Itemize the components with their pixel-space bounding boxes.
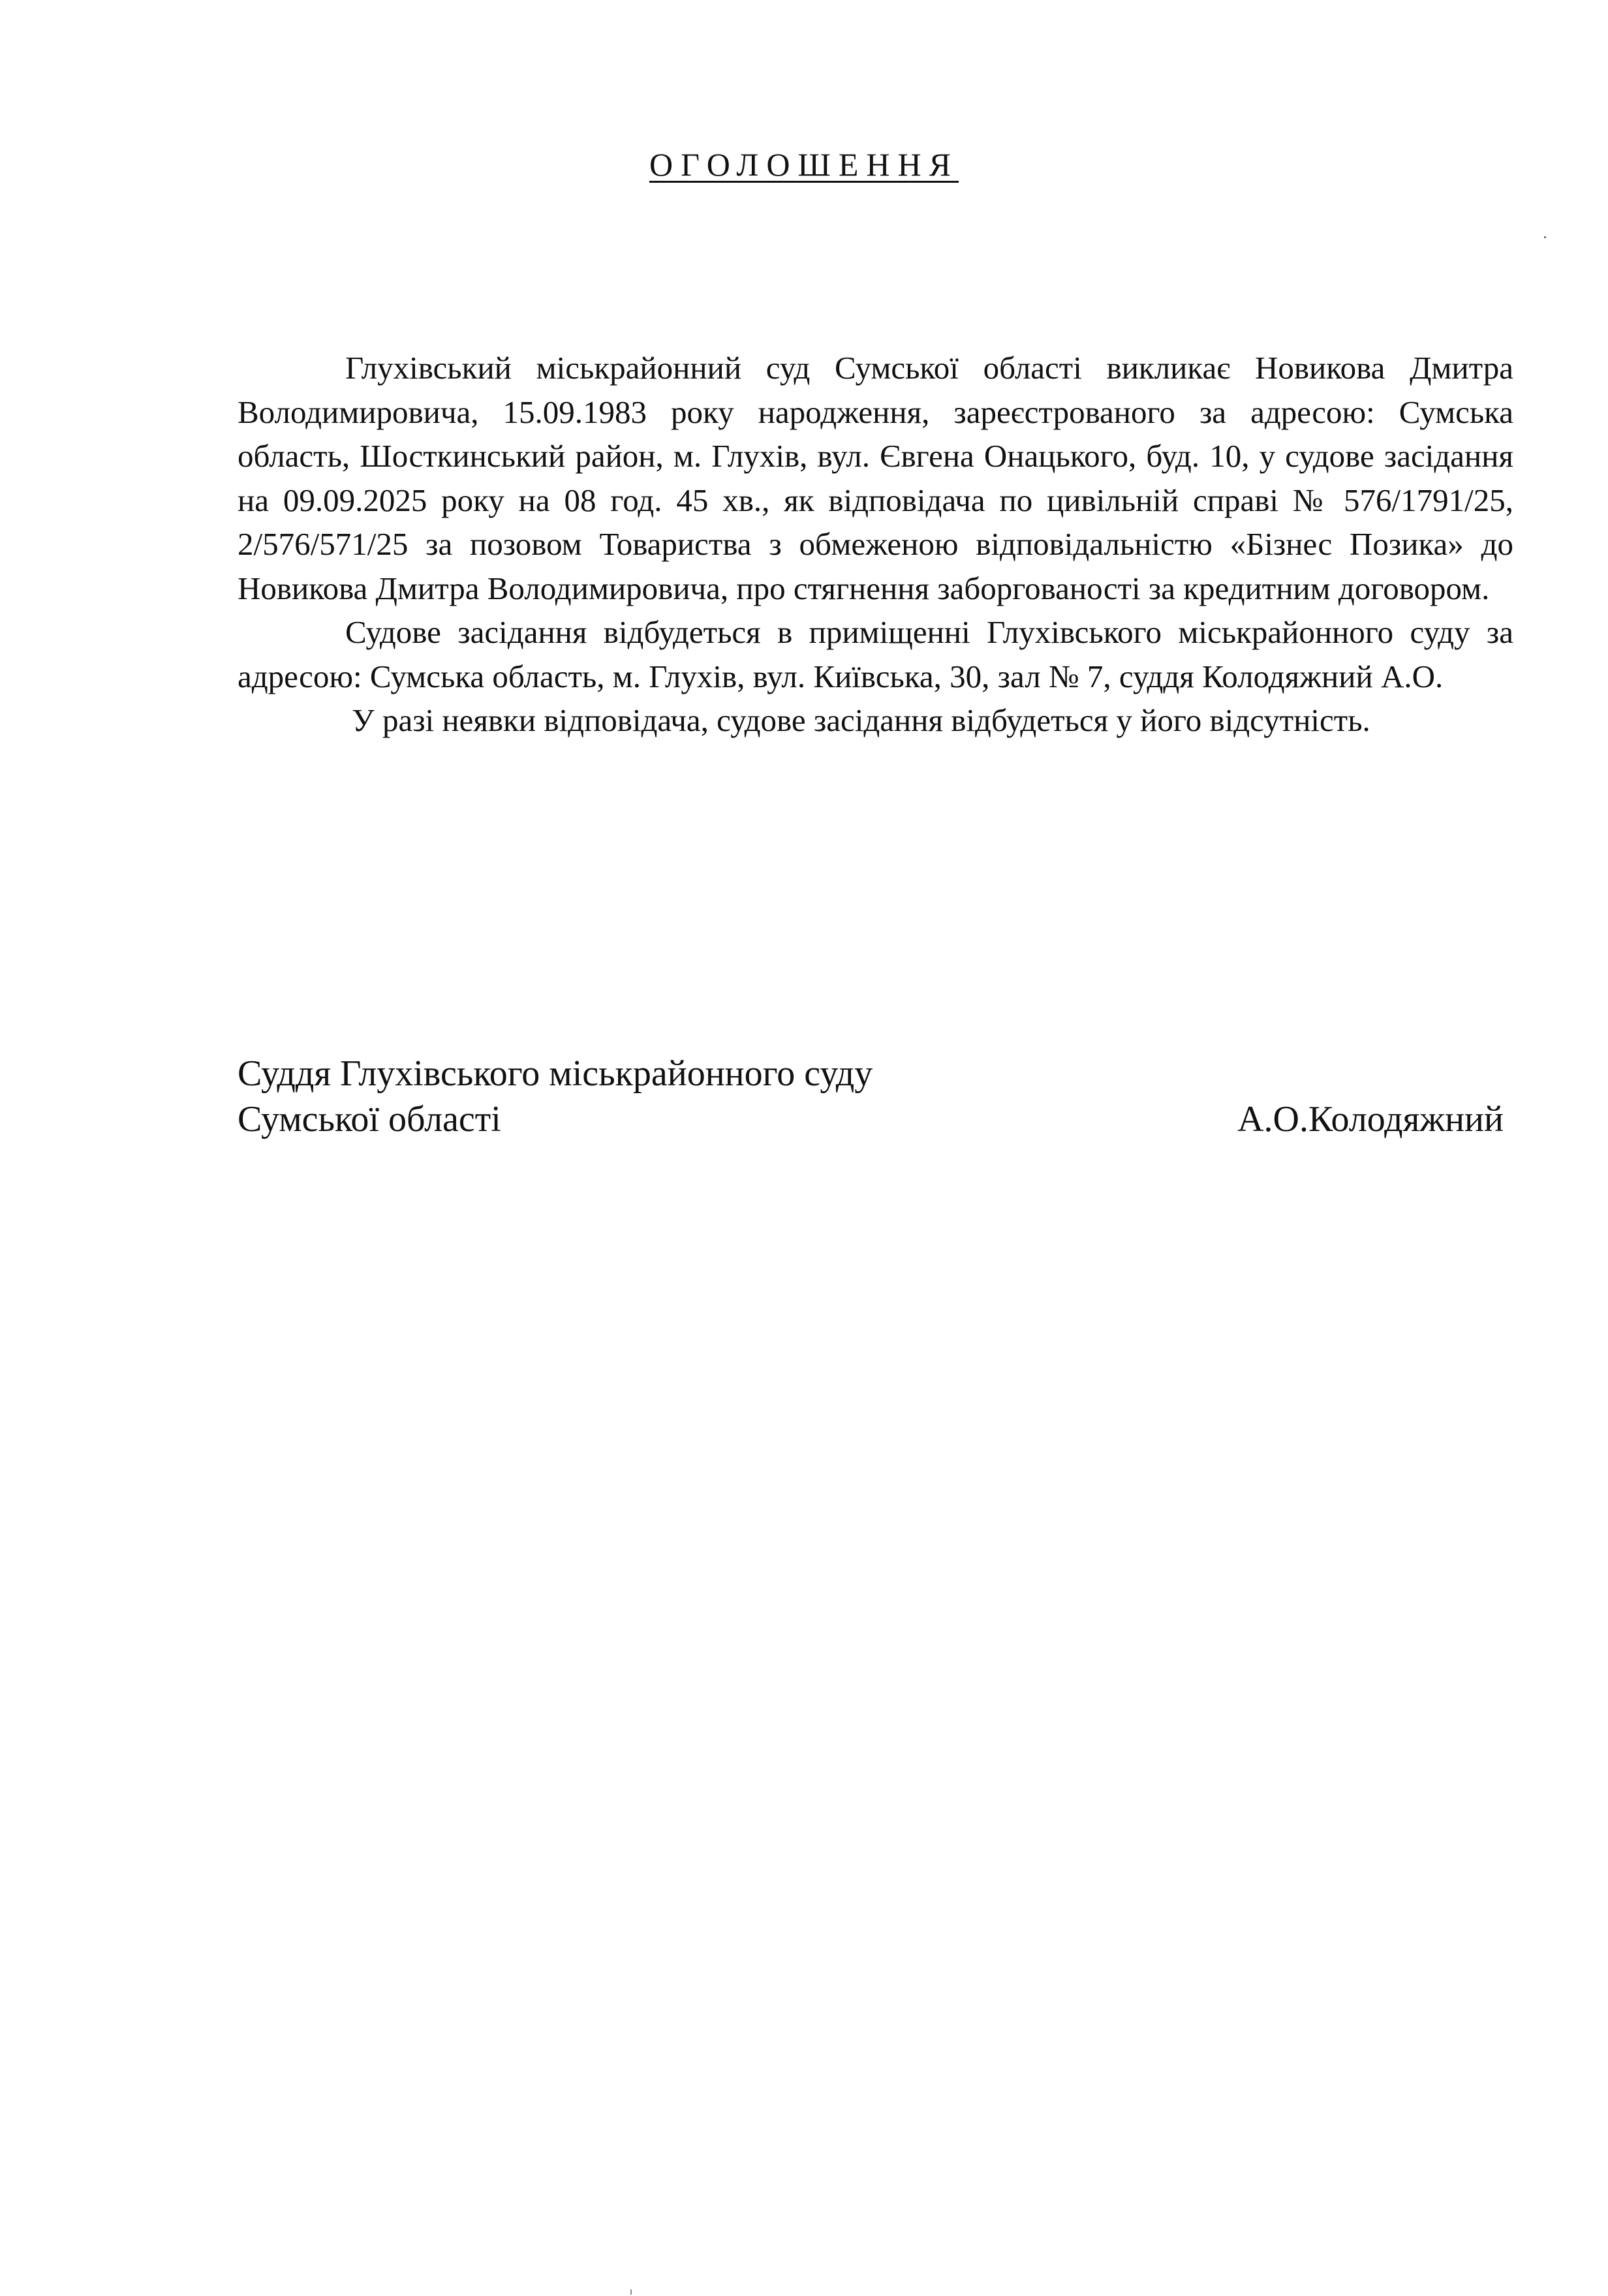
signature-position-line1: Суддя Глухівського міськрайонного суду bbox=[238, 1053, 873, 1094]
signature-position-line2: Сумської області bbox=[238, 1099, 501, 1140]
paragraph-absence: У разі неявки відповідача, судове засідання відбудеться у його відсутність. bbox=[352, 702, 1370, 738]
scan-edge-mark bbox=[630, 2289, 632, 2295]
document-body bbox=[238, 346, 1513, 743]
signature-position bbox=[238, 1051, 873, 1142]
paragraph-summons: Глухівський міськрайонний суд Сумської області викликає Новикова Дмитра Володимировича, 15.09.1983 року народження, зареєстрованого за адресою: Сумська область, Шосткинський район, м. Глухів, вул. Євгена Онацького, буд. 10, у судове засідання на 09.09.2025 року на 08 год. 45 хв., як відповідача по цивільній справі № 576/1791/25, 2/576/571/25 за позовом Товариства з обмеженою відповідальністю «Бізнес Позика» до Новикова Дмитра Володимировича, про стягнення заборгованості за кредитним договором. bbox=[238, 350, 1513, 606]
paragraph-location: Судове засідання відбудеться в приміщенні Глухівського міськрайонного суду за адресою: Сумська область, м. Глухів, вул. Київська, 30, зал № 7, суддя Колодяжний А.О. bbox=[238, 614, 1513, 694]
document-title bbox=[0, 138, 1608, 191]
signature-name: А.О.Колодяжний bbox=[1237, 1099, 1504, 1140]
title-text: ОГОЛОШЕННЯ bbox=[649, 146, 959, 183]
scan-speck bbox=[1544, 236, 1546, 238]
